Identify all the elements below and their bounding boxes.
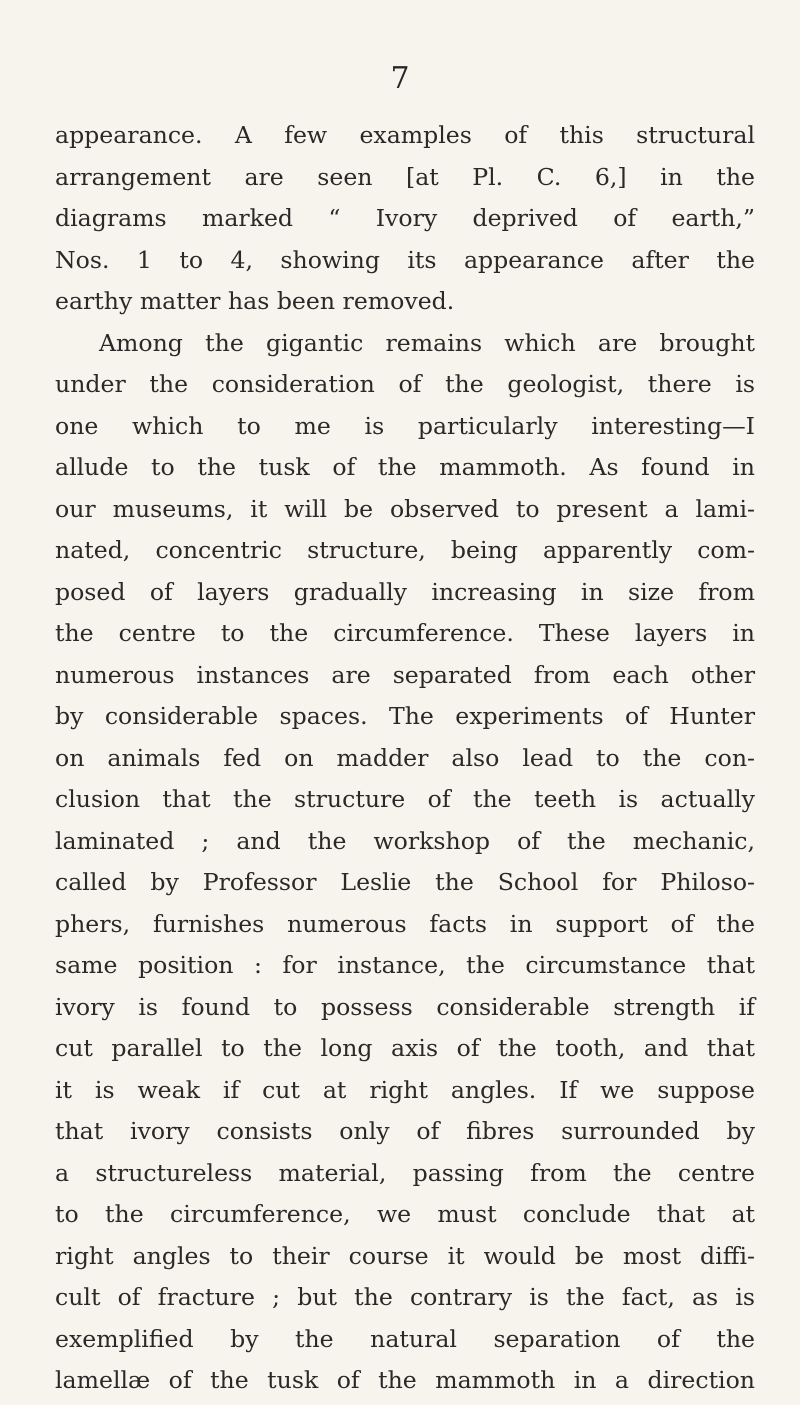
text-line: appearance. A few examples of this structural — [55, 121, 755, 149]
text-line: phers, furnishes numerous facts in support of the — [55, 909, 755, 938]
text-line: posed of layers gradually increasing in size from — [55, 577, 755, 606]
text-line: called by Professor Leslie the School for Philoso- — [55, 868, 755, 896]
text-line: to the circumference, we must conclude that at — [55, 1200, 755, 1228]
text-line: exemplified by the natural separation of the — [55, 1324, 755, 1353]
text-line: cult of fracture ; but the contrary is the fact, as is — [55, 1283, 755, 1311]
text-line: by considerable spaces. The experiments of Hunter — [55, 702, 755, 730]
text-line: the centre to the circumference. These layers in — [55, 619, 755, 647]
text-line: on animals fed on madder also lead to the con- — [55, 743, 755, 772]
text-line: allude to the tusk of the mammoth. As found in — [55, 453, 755, 481]
page-number: 7 — [390, 61, 410, 96]
text-line: same position : for instance, the circumstance that — [55, 951, 755, 979]
text-line: laminated ; and the workshop of the mechanic, — [55, 826, 755, 855]
text-line: right angles to their course it would be most diffi- — [55, 1241, 755, 1270]
text-line: Nos. 1 to 4, showing its appearance after the — [55, 245, 755, 274]
text-line: arrangement are seen [at Pl. C. 6,] in the — [55, 162, 755, 191]
text-line: it is weak if cut at right angles. If we suppose — [55, 1075, 755, 1104]
text-line-paragraph-start: Among the gigantic remains which are brought — [99, 328, 755, 357]
text-line: that ivory consists only of fibres surrounded by — [55, 1117, 755, 1145]
text-line: ivory is found to possess considerable strength if — [55, 992, 755, 1021]
body-text — [55, 115, 755, 1402]
text-line: lamellæ of the tusk of the mammoth in a direction — [55, 1366, 755, 1394]
text-line: under the consideration of the geologist, there is — [55, 370, 755, 398]
text-line: nated, concentric structure, being apparently com- — [55, 536, 755, 564]
text-line: numerous instances are separated from each other — [55, 660, 755, 689]
text-line: cut parallel to the long axis of the tooth, and that — [55, 1034, 755, 1062]
text-line: diagrams marked “ Ivory deprived of earth,” — [55, 204, 755, 232]
text-line: clusion that the structure of the teeth is actually — [55, 785, 755, 813]
text-line-paragraph-end: earthy matter has been removed. — [55, 287, 455, 315]
text-line: a structureless material, passing from the centre — [55, 1158, 755, 1187]
text-line: one which to me is particularly interesting—I — [55, 411, 755, 440]
text-line: our museums, it will be observed to present a lami- — [55, 494, 755, 523]
